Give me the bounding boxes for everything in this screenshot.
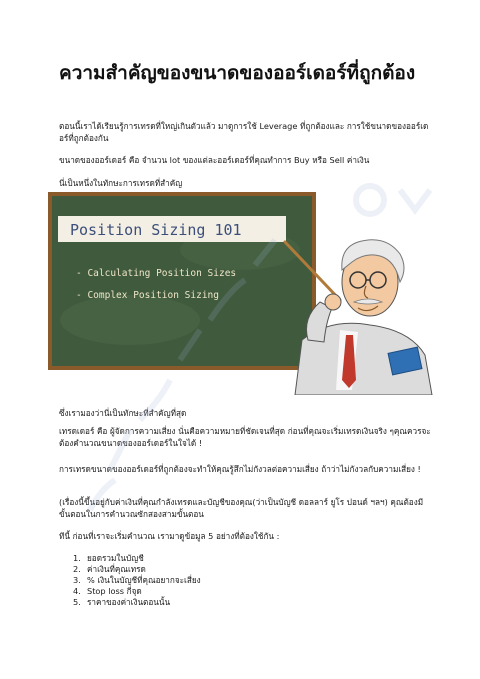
paragraph-risk-manager: เทรดเดอร์ คือ ผู้จัดการความเสี่ยง นั่นคือความหมายที่ชัดเจนที่สุด ก่อนที่คุณจะเริ่มเทรดเงินจริง ๆคุณควรจะต้องคำนวณขนาดของออร์เดอร์ในใจได้ ! (59, 426, 431, 448)
hand-icon (325, 294, 341, 310)
required-info-list (59, 553, 201, 608)
list-item: 1. ยอดรวมในบัญชี (73, 553, 144, 563)
paragraph-before-calc: ทีนี้ ก่อนที่เราจะเริ่มคำนวณ เรามาดูข้อมูล 5 อย่างที่ต้องใช้กัน : (59, 531, 280, 541)
paragraph-order-size: ขนาดของออร์เดอร์ คือ จำนวน lot ของแต่ละออร์เดอร์ที่คุณทำการ Buy หรือ Sell ค่าเงิน (59, 155, 370, 165)
list-item: 2. ค่าเงินที่คุณเทรด (73, 564, 146, 574)
paragraph-important: ซึ่งเรามองว่านี่เป็นทักษะที่สำคัญที่สุด (59, 408, 187, 418)
page-title: ความสำคัญของขนาดของออร์เดอร์ที่ถูกต้อง (59, 62, 416, 84)
list-item: 4. Stop loss กี่จุด (73, 586, 142, 596)
paragraph-correct-size: การเทรดขนาดของออร์เดอร์ที่ถูกต้องจะทำให้คุณรู้สึกไม่กังวลต่อความเสี่ยง ถ้าว่าไม่กังวลกับความเสี่ยง ! (59, 464, 421, 474)
chalkboard-item-1: - Calculating Position Sizes (76, 268, 237, 279)
list-item: 5. ราคาของค่าเงินตอนนั้น (73, 597, 171, 607)
chalkboard-illustration (40, 190, 445, 395)
list-item: 3. % เงินในบัญชีที่คุณอยากจะเสี่ยง (73, 575, 201, 585)
paragraph-intro: ตอนนี้เราได้เรียนรู้การเทรดที่ใหญ่เกินตัวแล้ว มาดูการใช้ Leverage ที่ถูกต้องและ การใช้ขนาดของออร์เดอร์ที่ถูกต้องกัน (59, 121, 429, 143)
paragraph-skill: นี่เป็นหนึ่งในทักษะการเทรดที่สำคัญ (59, 178, 183, 188)
chalkboard-heading: Position Sizing 101 (70, 221, 242, 239)
paragraph-account-currency: (เรื่องนี้ขึ้นอยู่กับค่าเงินที่คุณกำลังเทรดและบัญชีของคุณ(ว่าเป็นบัญชี ดอลลาร์ ยูโร ปอนด์ ฯลฯ) คุณต้องมีขั้นตอนในการคำนวณซักสองสามขั้นตอน (59, 497, 424, 519)
chalkboard-item-2: - Complex Position Sizing (76, 290, 219, 301)
